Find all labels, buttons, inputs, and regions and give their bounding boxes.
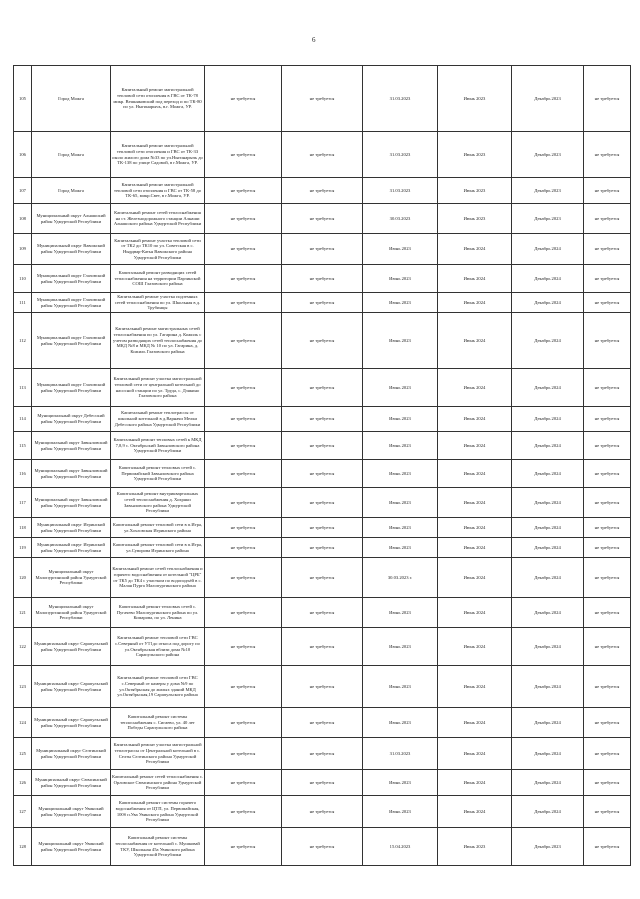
approval-status-cell: не требуется	[584, 708, 631, 738]
municipality-cell: Муниципальный округ Увинский район Удмуртской Республики	[32, 828, 111, 866]
row-number-cell: 106	[14, 132, 32, 178]
table-row	[14, 66, 631, 132]
project-documentation-cell: не требуется	[205, 407, 282, 432]
table-row	[14, 770, 631, 796]
end-date-cell: Декабрь 2024	[512, 518, 584, 538]
work-description-cell: Капитальный ремонт магистральной тепловой сети отопления и ГВС от ТК-33 около жилого дома №33 по ул.Ныгинарычь до ТК-138 по улице Садовой, в г.Можга, УР.	[111, 132, 205, 178]
approval-status-cell: не требуется	[584, 234, 631, 265]
row-number-cell: 111	[14, 293, 32, 313]
work-description-cell: Капитальный ремонт теплотрассы от школьной котельной в д.Варначи Мелки Дебесского района Удмуртской Республики	[111, 407, 205, 432]
start-date-cell: Июнь 2024	[438, 432, 512, 460]
project-documentation-cell: не требуется	[205, 488, 282, 518]
expertise-cell: не требуется	[282, 460, 363, 488]
start-date-cell: Июнь 2024	[438, 265, 512, 293]
project-documentation-cell: не требуется	[205, 369, 282, 407]
table-row	[14, 558, 631, 598]
row-number-cell: 113	[14, 369, 32, 407]
end-date-cell: Декабрь 2024	[512, 313, 584, 369]
start-date-cell: Июнь 2024	[438, 407, 512, 432]
municipality-cell: Муниципальный округ Сарапульский район Удмуртской Республики	[32, 708, 111, 738]
table-row	[14, 178, 631, 204]
approval-status-cell: не требуется	[584, 265, 631, 293]
project-documentation-cell: не требуется	[205, 204, 282, 234]
expertise-cell: не требуется	[282, 518, 363, 538]
end-date-cell: Декабрь 2024	[512, 708, 584, 738]
expertise-cell: не требуется	[282, 558, 363, 598]
table-row	[14, 488, 631, 518]
table-row	[14, 234, 631, 265]
start-date-cell: Июнь 2023	[438, 66, 512, 132]
page-number: 6	[312, 36, 316, 44]
design-deadline-cell: 30.03.2023 г.	[363, 558, 438, 598]
end-date-cell: Декабрь 2024	[512, 770, 584, 796]
expertise-cell: не требуется	[282, 628, 363, 666]
work-description-cell: Капитальный ремонт магистральных сетей теплоснабжения по ул. Гагарина д. Кожиль с учетом разводящих сетей теплоснабжения до МКД №8 и МКД № 10 по ул. Гагарина, д. Кожиль Глазовского района	[111, 313, 205, 369]
expertise-cell: не требуется	[282, 666, 363, 708]
start-date-cell: Июнь 2023	[438, 828, 512, 866]
row-number-cell: 119	[14, 538, 32, 558]
table-row	[14, 828, 631, 866]
table-row	[14, 432, 631, 460]
work-description-cell: Капитальный ремонт участка магистральной теплотрассы от Центральной котельной в с. Селты Селтинского района Удмуртской Республики	[111, 738, 205, 770]
work-description-cell: Капитальный ремонт магистральной тепловой сети отопления и ГВС от ТК-58 до ТК-65, микр.Свет, в г.Можга, УР.	[111, 178, 205, 204]
table-row	[14, 708, 631, 738]
start-date-cell: Июнь 2024	[438, 666, 512, 708]
table-row	[14, 738, 631, 770]
row-number-cell: 118	[14, 518, 32, 538]
project-documentation-cell: не требуется	[205, 796, 282, 828]
expertise-cell: не требуется	[282, 293, 363, 313]
municipality-cell: Муниципальный округ Глазовский район Удмуртской Республики	[32, 293, 111, 313]
approval-status-cell: не требуется	[584, 460, 631, 488]
start-date-cell: Июнь 2024	[438, 708, 512, 738]
approval-status-cell: не требуется	[584, 518, 631, 538]
end-date-cell: Декабрь 2024	[512, 488, 584, 518]
project-documentation-cell: не требуется	[205, 738, 282, 770]
row-number-cell: 108	[14, 204, 32, 234]
approval-status-cell: не требуется	[584, 293, 631, 313]
expertise-cell: не требуется	[282, 66, 363, 132]
municipality-cell: Муниципальный округ Глазовский район Удмуртской Республики	[32, 313, 111, 369]
design-deadline-cell: Июнь 2023	[363, 460, 438, 488]
table-row	[14, 518, 631, 538]
end-date-cell: Декабрь 2024	[512, 265, 584, 293]
municipality-cell: Муниципальный округ Малопургинский район Удмуртской Республики	[32, 598, 111, 628]
end-date-cell: Декабрь 2023	[512, 204, 584, 234]
project-documentation-cell: не требуется	[205, 708, 282, 738]
expertise-cell: не требуется	[282, 598, 363, 628]
expertise-cell: не требуется	[282, 796, 363, 828]
end-date-cell: Декабрь 2023	[512, 178, 584, 204]
row-number-cell: 121	[14, 598, 32, 628]
design-deadline-cell: Июнь 2023	[363, 796, 438, 828]
design-deadline-cell: Июнь 2023	[363, 265, 438, 293]
table-row	[14, 796, 631, 828]
end-date-cell: Декабрь 2024	[512, 628, 584, 666]
municipality-cell: Муниципальный округ Глазовский район Удмуртской Республики	[32, 265, 111, 293]
municipality-cell: Муниципальный округ Глазовский район Удмуртской Республики	[32, 369, 111, 407]
end-date-cell: Декабрь 2024	[512, 538, 584, 558]
approval-status-cell: не требуется	[584, 770, 631, 796]
municipality-cell: Муниципальный округ Сарапульский район Удмуртской Республики	[32, 666, 111, 708]
approval-status-cell: не требуется	[584, 178, 631, 204]
design-deadline-cell: Июнь 2023	[363, 407, 438, 432]
start-date-cell: Июнь 2024	[438, 488, 512, 518]
approval-status-cell: не требуется	[584, 488, 631, 518]
approval-status-cell: не требуется	[584, 407, 631, 432]
row-number-cell: 127	[14, 796, 32, 828]
work-description-cell: Капитальный ремонт магистральной тепловой сети отопления в ГВС от ТК-78 микр. Вешняковский под переход и по ТК-80 по ул. Ныгинарычь, в.г. Можга, УР.	[111, 66, 205, 132]
start-date-cell: Июнь 2024	[438, 369, 512, 407]
project-documentation-cell: не требуется	[205, 558, 282, 598]
work-description-cell: Капитальный ремонт участка подземных сетей теплоснабжения по ул. Школьная в д. Трубинцы	[111, 293, 205, 313]
work-description-cell: Капитальный ремонт тепловой сети ГВС с.Северный от камеры у дома №9 по ул.Октябрьская до жилых зданий МКД ул.Октябрьская,19 Сарапульского района	[111, 666, 205, 708]
expertise-cell: не требуется	[282, 828, 363, 866]
table-row	[14, 132, 631, 178]
start-date-cell: Июнь 2023	[438, 204, 512, 234]
start-date-cell: Июнь 2024	[438, 738, 512, 770]
start-date-cell: Июнь 2024	[438, 598, 512, 628]
approval-status-cell: не требуется	[584, 66, 631, 132]
row-number-cell: 117	[14, 488, 32, 518]
work-description-cell: Капитальный ремонт участка тепловой сети от ТК2 до ТК10 по ул. Советская в с. Нырдвар-Катья Вавожского района Удмуртской Республики	[111, 234, 205, 265]
start-date-cell: Июнь 2024	[438, 558, 512, 598]
row-number-cell: 116	[14, 460, 32, 488]
project-documentation-cell: не требуется	[205, 66, 282, 132]
expertise-cell: не требуется	[282, 204, 363, 234]
end-date-cell: Декабрь 2024	[512, 598, 584, 628]
program-table	[13, 65, 631, 866]
design-deadline-cell: Июнь 2023	[363, 293, 438, 313]
table-row	[14, 407, 631, 432]
project-documentation-cell: не требуется	[205, 178, 282, 204]
project-documentation-cell: не требуется	[205, 598, 282, 628]
municipality-cell: Муниципальный округ Увинский район Удмуртской Республики	[32, 796, 111, 828]
work-description-cell: Капитальный ремонт сетей теплоснабжения с. Орловское Сюмсинского района Удмуртской Республики	[111, 770, 205, 796]
design-deadline-cell: 31.03.2023	[363, 738, 438, 770]
end-date-cell: Декабрь 2023	[512, 132, 584, 178]
end-date-cell: Декабрь 2024	[512, 234, 584, 265]
row-number-cell: 112	[14, 313, 32, 369]
project-documentation-cell: не требуется	[205, 313, 282, 369]
row-number-cell: 128	[14, 828, 32, 866]
approval-status-cell: не требуется	[584, 666, 631, 708]
project-documentation-cell: не требуется	[205, 770, 282, 796]
design-deadline-cell: Июнь 2023	[363, 313, 438, 369]
start-date-cell: Июнь 2024	[438, 796, 512, 828]
municipality-cell: Муниципальный округ Алнашский район Удмуртской Республики	[32, 204, 111, 234]
start-date-cell: Июнь 2024	[438, 518, 512, 538]
row-number-cell: 120	[14, 558, 32, 598]
row-number-cell: 110	[14, 265, 32, 293]
table-row	[14, 598, 631, 628]
expertise-cell: не требуется	[282, 538, 363, 558]
row-number-cell: 123	[14, 666, 32, 708]
row-number-cell: 122	[14, 628, 32, 666]
table-row	[14, 369, 631, 407]
project-documentation-cell: не требуется	[205, 132, 282, 178]
municipality-cell: Муниципальный округ Селтинский район Удмуртской Республики	[32, 738, 111, 770]
approval-status-cell: не требуется	[584, 796, 631, 828]
start-date-cell: Июнь 2024	[438, 460, 512, 488]
work-description-cell: Капитальный ремонт тепловых сетей к МКД 7,8,9 с. Октябрьский Завьяловского района Удмуртской Республики	[111, 432, 205, 460]
project-documentation-cell: не требуется	[205, 293, 282, 313]
municipality-cell: Муниципальный округ Вавожский район Удмуртской Республики	[32, 234, 111, 265]
work-description-cell: Капитальный ремонт тепловой сети в п.Игра, ул.Хохловская Игринского района	[111, 518, 205, 538]
project-documentation-cell: не требуется	[205, 666, 282, 708]
end-date-cell: Декабрь 2024	[512, 558, 584, 598]
work-description-cell: Капитальный ремонт тепловых сетей с. Пугачево Малопургинского района по ул. Комарова, по ул. Ленина	[111, 598, 205, 628]
start-date-cell: Июнь 2023	[438, 178, 512, 204]
start-date-cell: Июнь 2024	[438, 538, 512, 558]
end-date-cell: Декабрь 2023	[512, 66, 584, 132]
row-number-cell: 114	[14, 407, 32, 432]
work-description-cell: Капитальный ремонт разводящих сетей теплоснабжения на территории Парзинской СОШ Глазовского района	[111, 265, 205, 293]
project-documentation-cell: не требуется	[205, 432, 282, 460]
table-row	[14, 538, 631, 558]
table-row	[14, 204, 631, 234]
design-deadline-cell: Июнь 2023	[363, 628, 438, 666]
start-date-cell: Июнь 2024	[438, 628, 512, 666]
design-deadline-cell: Июнь 2023	[363, 666, 438, 708]
end-date-cell: Декабрь 2024	[512, 460, 584, 488]
municipality-cell: Муниципальный округ Дебесский район Удмуртской Республики	[32, 407, 111, 432]
end-date-cell: Декабрь 2023	[512, 828, 584, 866]
expertise-cell: не требуется	[282, 313, 363, 369]
municipality-cell: Муниципальный округ Игринский район Удмуртской Республики	[32, 518, 111, 538]
expertise-cell: не требуется	[282, 234, 363, 265]
work-description-cell: Капитальный ремонт системы горячего водоснабжения от ЦТП, ул. Первомайская, 100б п.Ува Увинского района Удмуртской Республики	[111, 796, 205, 828]
approval-status-cell: не требуется	[584, 313, 631, 369]
end-date-cell: Декабрь 2024	[512, 796, 584, 828]
table-row	[14, 265, 631, 293]
start-date-cell: Июнь 2024	[438, 234, 512, 265]
design-deadline-cell: Июнь 2023	[363, 234, 438, 265]
row-number-cell: 107	[14, 178, 32, 204]
row-number-cell: 125	[14, 738, 32, 770]
expertise-cell: не требуется	[282, 770, 363, 796]
design-deadline-cell: 31.03.2023	[363, 66, 438, 132]
expertise-cell: не требуется	[282, 265, 363, 293]
row-number-cell: 109	[14, 234, 32, 265]
expertise-cell: не требуется	[282, 488, 363, 518]
project-documentation-cell: не требуется	[205, 628, 282, 666]
table-row	[14, 460, 631, 488]
work-description-cell: Капитальный ремонт тепловых сетей с. Первомайский Завьяловского района Удмуртской Республики	[111, 460, 205, 488]
approval-status-cell: не требуется	[584, 538, 631, 558]
project-documentation-cell: не требуется	[205, 538, 282, 558]
municipality-cell: Муниципальный округ Игринский район Удмуртской Республики	[32, 538, 111, 558]
municipality-cell: Муниципальный округ Сарапульский район Удмуртской Республики	[32, 628, 111, 666]
project-documentation-cell: не требуется	[205, 460, 282, 488]
expertise-cell: не требуется	[282, 738, 363, 770]
expertise-cell: не требуется	[282, 708, 363, 738]
work-description-cell: Капитальный ремонт внутриквартальных сетей теплоснабжения д. Хохряки Завьяловского района Удмуртской Республики	[111, 488, 205, 518]
start-date-cell: Июнь 2024	[438, 293, 512, 313]
table-row	[14, 666, 631, 708]
row-number-cell: 126	[14, 770, 32, 796]
project-documentation-cell: не требуется	[205, 234, 282, 265]
design-deadline-cell: 31.03.2023	[363, 178, 438, 204]
design-deadline-cell: 31.03.2023	[363, 132, 438, 178]
work-description-cell: Капитальный ремонт тепловой сети ГВС с.Северный от УТ1до откоса под дорогу по ул.Октябрьская вблизи дома №10 Сарапульского района	[111, 628, 205, 666]
approval-status-cell: не требуется	[584, 828, 631, 866]
work-description-cell: Капитальный ремонт сетей теплоснабжения и горячего водоснабжения от котельной "ЦРБ" от ТК5 до ТК4 с участком по водоподъёй в с. Малая Пурга Малопургинского района	[111, 558, 205, 598]
municipality-cell: Город Можга	[32, 178, 111, 204]
start-date-cell: Июнь 2023	[438, 132, 512, 178]
municipality-cell: Город Можга	[32, 132, 111, 178]
start-date-cell: Июнь 2024	[438, 770, 512, 796]
work-description-cell: Капитальный ремонт тепловой сети в п.Игра, ул.Суворова Игринского района	[111, 538, 205, 558]
expertise-cell: не требуется	[282, 432, 363, 460]
municipality-cell: Муниципальный округ Завьяловский район Удмуртской Республики	[32, 488, 111, 518]
design-deadline-cell: Июнь 2023	[363, 538, 438, 558]
end-date-cell: Декабрь 2024	[512, 738, 584, 770]
design-deadline-cell: Июнь 2023	[363, 770, 438, 796]
approval-status-cell: не требуется	[584, 738, 631, 770]
row-number-cell: 115	[14, 432, 32, 460]
approval-status-cell: не требуется	[584, 558, 631, 598]
expertise-cell: не требуется	[282, 369, 363, 407]
work-description-cell: Капитальный ремонт сетей теплоснабжения на ст. Железнодорожного станции Алнаши Алнашского района Удмуртской Республики	[111, 204, 205, 234]
design-deadline-cell: Июнь 2023	[363, 598, 438, 628]
approval-status-cell: не требуется	[584, 132, 631, 178]
start-date-cell: Июнь 2024	[438, 313, 512, 369]
project-documentation-cell: не требуется	[205, 518, 282, 538]
approval-status-cell: не требуется	[584, 628, 631, 666]
end-date-cell: Декабрь 2024	[512, 666, 584, 708]
table-body	[14, 66, 631, 866]
row-number-cell: 124	[14, 708, 32, 738]
design-deadline-cell: 15.04.2023	[363, 828, 438, 866]
end-date-cell: Декабрь 2024	[512, 432, 584, 460]
municipality-cell: Муниципальный округ Завьяловский район Удмуртской Республики	[32, 460, 111, 488]
end-date-cell: Декабрь 2024	[512, 293, 584, 313]
design-deadline-cell: Июнь 2023	[363, 369, 438, 407]
municipality-cell: Муниципальный округ Сюмсинский район Удмуртской Республики	[32, 770, 111, 796]
end-date-cell: Декабрь 2024	[512, 407, 584, 432]
design-deadline-cell: Июнь 2023	[363, 708, 438, 738]
municipality-cell: Муниципальный округ Завьяловский район Удмуртской Республики	[32, 432, 111, 460]
approval-status-cell: не требуется	[584, 432, 631, 460]
work-description-cell: Капитальный ремонт системы теплоснабжения от котельной с. Мушковай ТКУ, Школьная 45а Увинского района Удмуртской Республики	[111, 828, 205, 866]
row-number-cell: 105	[14, 66, 32, 132]
table-row	[14, 293, 631, 313]
municipality-cell: Муниципальный округ Малопургинский район Удмуртской Республики	[32, 558, 111, 598]
expertise-cell: не требуется	[282, 132, 363, 178]
approval-status-cell: не требуется	[584, 369, 631, 407]
end-date-cell: Декабрь 2024	[512, 369, 584, 407]
project-documentation-cell: не требуется	[205, 828, 282, 866]
approval-status-cell: не требуется	[584, 204, 631, 234]
expertise-cell: не требуется	[282, 407, 363, 432]
municipality-cell: Город Можга	[32, 66, 111, 132]
project-documentation-cell: не требуется	[205, 265, 282, 293]
design-deadline-cell: Июнь 2023	[363, 488, 438, 518]
work-description-cell: Капитальный ремонт системы теплоснабжения с. Сигаево, ул. 40 лет Победы Сарапульского района	[111, 708, 205, 738]
approval-status-cell: не требуется	[584, 598, 631, 628]
design-deadline-cell: Июнь 2023	[363, 432, 438, 460]
design-deadline-cell: Июнь 2023	[363, 518, 438, 538]
table-row	[14, 313, 631, 369]
expertise-cell: не требуется	[282, 178, 363, 204]
work-description-cell: Капитальный ремонт участка магистральной тепловой сети от центральной котельной до насосной станции по ул. Труда, с. Дзякино Глазовского района	[111, 369, 205, 407]
table-row	[14, 628, 631, 666]
design-deadline-cell: 30.03.2023	[363, 204, 438, 234]
